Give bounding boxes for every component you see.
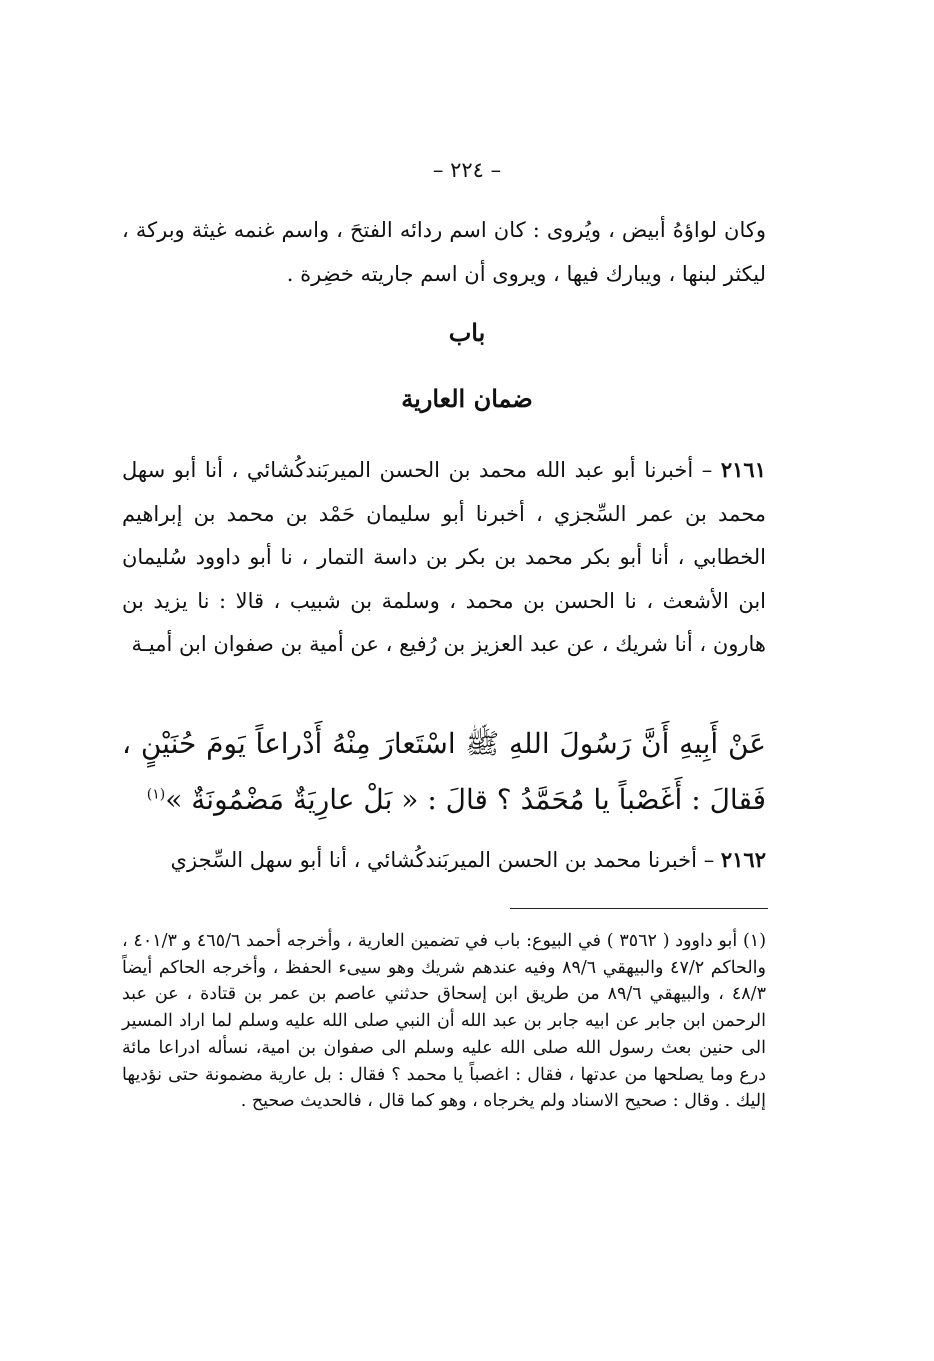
isnad-text: أخبرنا أبو عبد الله محمد بن الحسن الميربَندكُشائي ، أنا أبو سهل محمد بن عمر السِّجزي ، أخبرنا أبو سليمان حَمْد بن محمد بن إبراهيم الخطابي ، أنا أبو بكر محمد بن بكر بن داسة التمار ، نا أبو داوود سُليمان ابن الأشعث ، نا الحسن بن محمد ، وسلمة بن شبيب ، قالا : نا يزيد بن هارون ، أنا شريك ، عن عبد العزيز بن رُفيع ، عن أمية بن صفوان ابن أميـة: [122, 458, 766, 656]
matn-text: عَنْ أَبِيهِ أَنَّ رَسُولَ اللهِ ﷺ اسْتَعارَ مِنْهُ أَدْراعاً يَومَ حُنَيْنٍ ، فَقالَ : أَغَصْباً يا مُحَمَّدُ ؟ قالَ : « بَلْ عارِيَةٌ مَضْمُونَةٌ »: [122, 727, 767, 816]
footnote-ref-marker[interactable]: (١): [146, 786, 166, 803]
intro-paragraph: وكان لواؤهُ أبيض ، ويُروى : كان اسم ردائه الفتحَ ، واسم غنمه غيثة وبركة ، ليكثر لبنها ، ويبارك فيها ، ويروى أن اسم جاريته خضِرة .: [122, 218, 766, 286]
hadith-2162: [122, 838, 766, 882]
chapter-title: ضمان العارية: [401, 384, 533, 413]
hadith-dash: –: [693, 458, 721, 482]
footnote: (١) أبو داوود ( ٣٥٦٢ ) في البيوع: باب في تضمين العارية ، وأخرجه أحمد ٤٦٥/٦ و ٤٠١/٣ ، والحاكم ٤٧/٢ والبيهقي ٨٩/٦ وفيه عندهم شريك وهو سيىء الحفظ ، وأخرجه الحاكم أيضاً ٤٨/٣ ، والبيهقي ٨٩/٦ من طريق ابن إسحاق حدثني عاصم بن عمر بن قتادة ، عن عبد الرحمن ابن جابر عن ابيه جابر بن عبد الله أن النبي صلى الله عليه وسلم لما اراد المسير الى حنين بعث رسول الله صلى الله عليه وسلم الى صفوان بن امية، نسأله ادراعا مائة درع وما يصلحها من عدتها ، فقال : اغصباً يا محمد ؟ فقال : بل عارية مضمونة حتى نؤديها إليك . وقال : صحيح الاسناد ولم يخرجاه ، وهو كما قال ، فالحديث صحيح .: [122, 931, 767, 1112]
hadith-2161-matn: [122, 716, 766, 828]
page-number: – ٢٢٤ –: [432, 158, 502, 182]
hadith-number: ٢١٦٢: [720, 847, 766, 872]
hadith-2161-isnad: [122, 448, 766, 667]
isnad-text: أخبرنا محمد بن الحسن الميربَندكُشائي ، أنا أبو سهل السِّجزي: [170, 848, 698, 872]
chapter-label: باب: [448, 318, 486, 347]
footnote-divider: [510, 908, 768, 909]
hadith-number: ٢١٦١: [720, 457, 766, 482]
hadith-dash: –: [697, 848, 721, 872]
